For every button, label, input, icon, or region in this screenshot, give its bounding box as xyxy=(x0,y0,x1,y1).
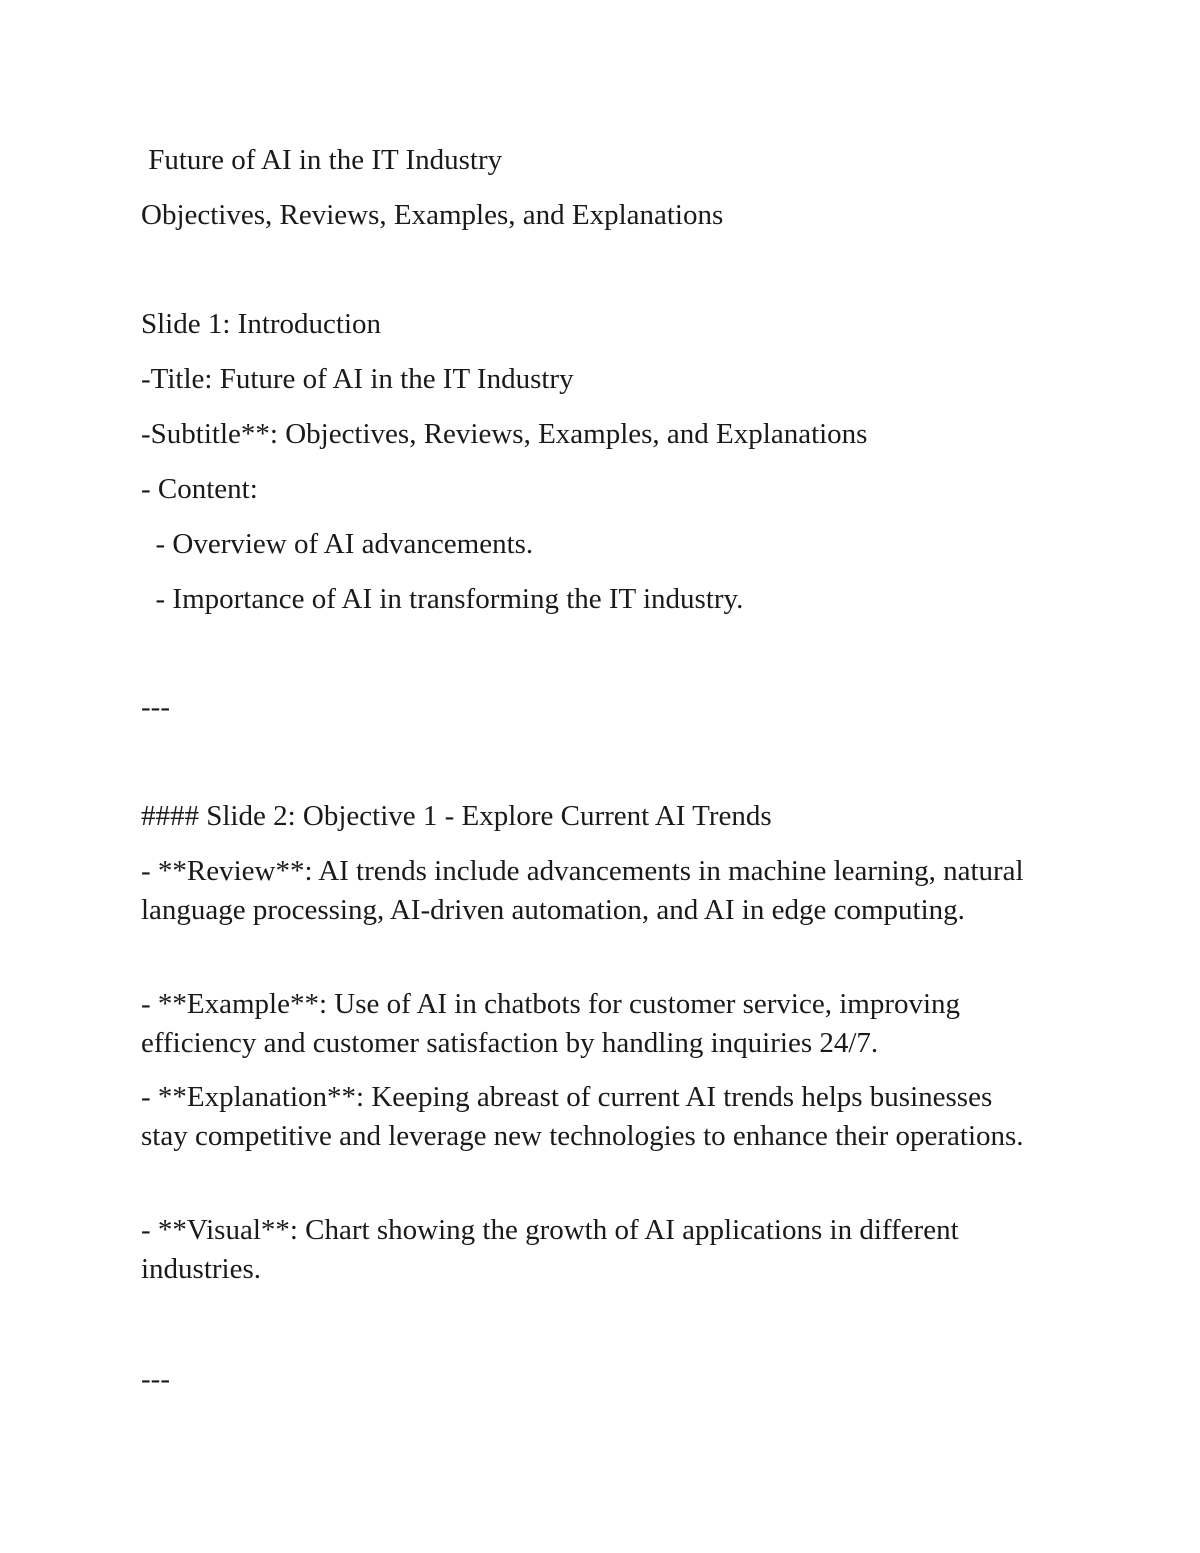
slide2-example-paragraph: - **Example**: Use of AI in chatbots for customer service, improving efficiency and customer satisfaction by handling inquiries 24/7. xyxy=(141,988,961,1059)
slide2-explanation-paragraph: - **Explanation**: Keeping abreast of current AI trends helps businesses stay competitive and leverage new technologies to enhance their operations. xyxy=(141,1081,1024,1152)
slide1-content-label: - Content: xyxy=(141,473,258,505)
document-subtitle: Objectives, Reviews, Examples, and Explanations xyxy=(141,199,724,231)
slide1-bullet: - Overview of AI advancements. xyxy=(141,528,534,560)
slide2-visual-paragraph: - **Visual**: Chart showing the growth of AI applications in different industries. xyxy=(141,1214,959,1285)
slide1-subtitle-line: -Subtitle**: Objectives, Reviews, Examples, and Explanations xyxy=(141,418,868,450)
section-separator: --- xyxy=(141,1363,170,1395)
slide1-heading: Slide 1: Introduction xyxy=(141,308,382,340)
slide2-heading: #### Slide 2: Objective 1 - Explore Current AI Trends xyxy=(141,800,772,832)
slide1-title-line: -Title: Future of AI in the IT Industry xyxy=(141,363,574,395)
slide1-bullet: - Importance of AI in transforming the IT industry. xyxy=(141,583,744,615)
document-title: Future of AI in the IT Industry xyxy=(141,144,503,176)
slide2-review-paragraph: - **Review**: AI trends include advancements in machine learning, natural language processing, AI-driven automation, and AI in edge computing. xyxy=(141,855,1024,926)
section-separator: --- xyxy=(141,691,170,723)
